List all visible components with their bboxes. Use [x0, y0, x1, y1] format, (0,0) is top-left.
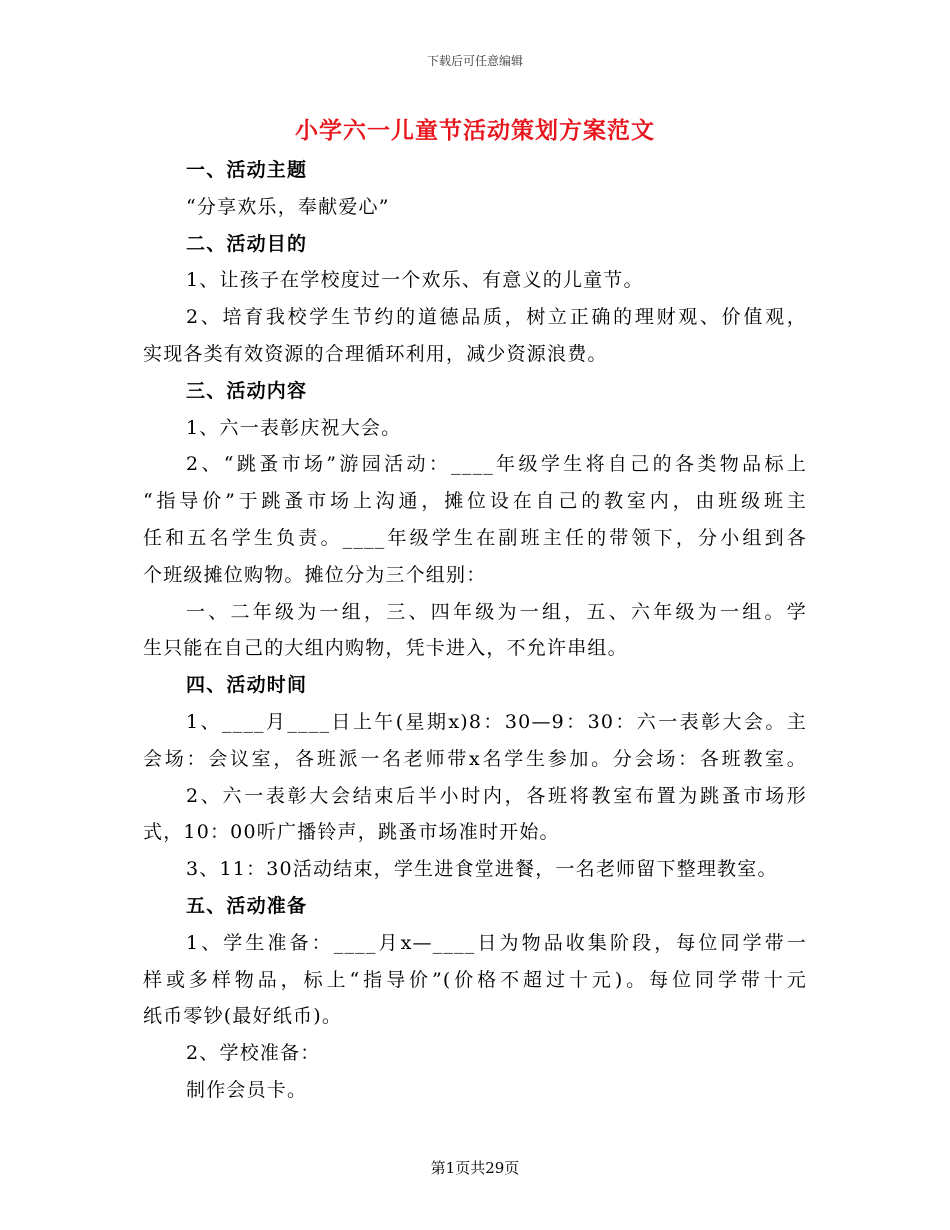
- paragraph-line: 式，10：00听广播铃声，跳蚤市场准时开始。: [143, 821, 560, 844]
- paragraph-line: 1、学生准备：____月x—____日为物品收集阶段，每位同学带一: [186, 931, 807, 954]
- paragraph-line: 任和五名学生负责。____年级学生在副班主任的带领下，分小组到各: [143, 526, 807, 549]
- paragraph-line: 2、“跳蚤市场”游园活动：____年级学生将自己的各类物品标上: [186, 453, 807, 476]
- paragraph-line: 生只能在自己的大组内购物，凭卡进入，不允许串组。: [143, 637, 628, 660]
- paragraph-line: 1、让孩子在学校度过一个欢乐、有意义的儿童节。: [186, 269, 644, 292]
- paragraph-line: 2、培育我校学生节约的道德品质，树立正确的理财观、价值观，: [186, 306, 807, 329]
- paragraph-line: 纸币零钞(最好纸币)。: [143, 1005, 343, 1028]
- paragraph-line: 1、六一表彰庆祝大会。: [186, 416, 402, 439]
- paragraph-line: 2、学校准备：: [186, 1042, 321, 1065]
- document-body: [143, 152, 807, 1109]
- paragraph-line: 2、六一表彰大会结束后半小时内，各班将教室布置为跳蚤市场形: [186, 784, 807, 807]
- paragraph-line: 1、____月____日上午(星期x)8：30—9：30：六一表彰大会。主: [186, 710, 807, 733]
- paragraph-line: “分享欢乐，奉献爱心”: [186, 195, 390, 218]
- section-heading: 二、活动目的: [186, 232, 308, 255]
- section-heading: 三、活动内容: [186, 379, 308, 402]
- paragraph-line: 样或多样物品，标上“指导价”(价格不超过十元)。每位同学带十元: [143, 968, 807, 991]
- page-number: 第1页共29页: [430, 1159, 520, 1177]
- section-heading: 五、活动准备: [186, 894, 308, 917]
- header-note: 下载后可任意编辑: [426, 54, 523, 68]
- paragraph-line: 个班级摊位购物。摊位分为三个组别：: [143, 563, 487, 586]
- document-title: 小学六一儿童节活动策划方案范文: [295, 117, 655, 144]
- paragraph-line: 实现各类有效资源的合理循环利用，减少资源浪费。: [143, 342, 608, 365]
- paragraph-line: 一、二年级为一组，三、四年级为一组，五、六年级为一组。学: [186, 600, 807, 623]
- paragraph-line: 会场：会议室，各班派一名老师带x名学生参加。分会场：各班教室。: [143, 747, 807, 770]
- paragraph-line: “指导价”于跳蚤市场上沟通，摊位设在自己的教室内，由班级班主: [143, 490, 807, 513]
- paragraph-line: 制作会员卡。: [186, 1078, 308, 1101]
- section-heading: 四、活动时间: [186, 674, 308, 697]
- paragraph-line: 3、11：30活动结束，学生进食堂进餐，一名老师留下整理教室。: [186, 858, 778, 881]
- section-heading: 一、活动主题: [186, 159, 308, 181]
